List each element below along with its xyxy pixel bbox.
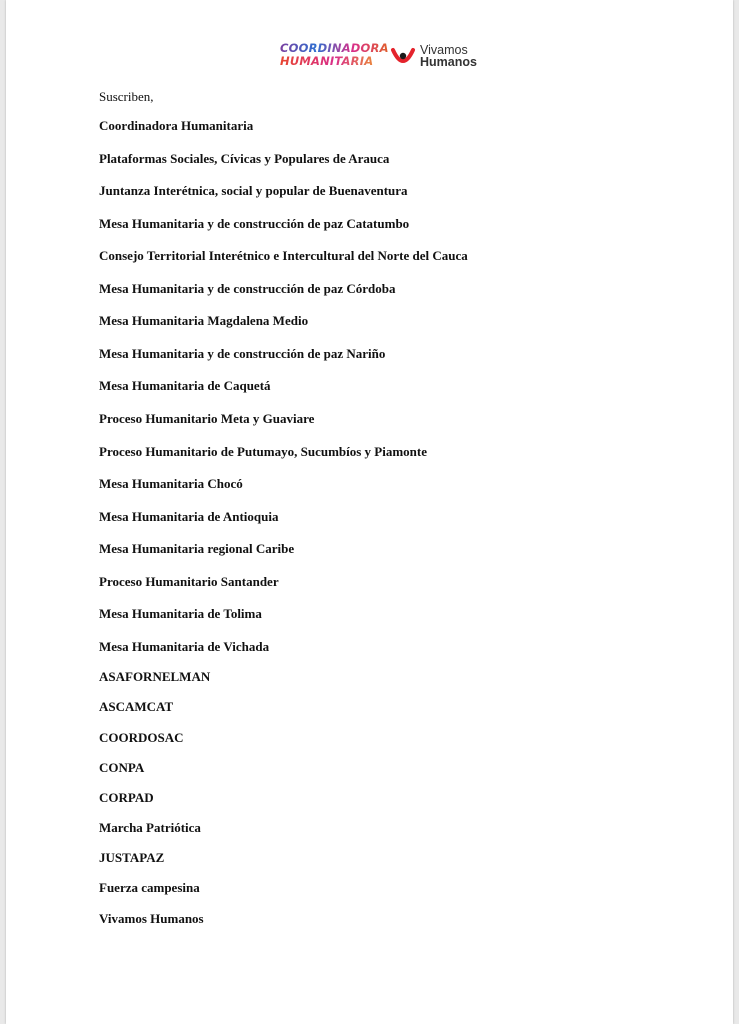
signatory-item: Marcha Patriótica (99, 820, 201, 835)
signatory-item: Vivamos Humanos (99, 911, 204, 926)
signatory-item: ASCAMCAT (99, 699, 174, 714)
signatory-item: Mesa Humanitaria Magdalena Medio (99, 313, 309, 328)
document-page (6, 0, 733, 1024)
header-logos (280, 42, 500, 76)
signatory-item: COORDOSAC (99, 730, 184, 745)
signatory-item: Proceso Humanitario Meta y Guaviare (99, 411, 315, 426)
signatory-item: Coordinadora Humanitaria (99, 118, 254, 133)
signatory-item: CORPAD (99, 790, 154, 805)
logo-vivamos-line2: Humanos (420, 55, 477, 69)
signatory-item: Proceso Humanitario Santander (99, 574, 279, 589)
signatory-item: Mesa Humanitaria Chocó (99, 476, 243, 491)
signatory-item: JUSTAPAZ (99, 850, 165, 865)
signatory-item: Mesa Humanitaria de Tolima (99, 606, 262, 621)
signatory-item: CONPA (99, 760, 145, 775)
signatory-item: Mesa Humanitaria de Caquetá (99, 378, 271, 393)
signatory-item: Proceso Humanitario de Putumayo, Sucumbíos y Piamonte (99, 444, 428, 459)
signatory-item: Mesa Humanitaria de Vichada (99, 639, 270, 654)
signatory-item: Mesa Humanitaria y de construcción de paz Córdoba (99, 281, 396, 296)
logo-vivamos-line1: Vivamos (420, 43, 468, 57)
vivamos-humanos-mark-icon (390, 46, 416, 70)
intro-text: Suscriben, (99, 89, 154, 104)
signatory-item: Mesa Humanitaria regional Caribe (99, 541, 295, 556)
coordinadora-humanitaria-logo (280, 42, 389, 68)
signatory-item: Plataformas Sociales, Cívicas y Populares de Arauca (99, 151, 390, 166)
signatory-item: Mesa Humanitaria de Antioquia (99, 509, 279, 524)
signatory-item: Mesa Humanitaria y de construcción de paz Nariño (99, 346, 386, 361)
logo-coordinadora-line2: HUMANITARIA (280, 55, 389, 68)
signatory-item: Fuerza campesina (99, 880, 200, 895)
signatory-item: Juntanza Interétnica, social y popular de Buenaventura (99, 183, 408, 198)
logo-coordinadora-line1: COORDINADORA (280, 41, 389, 55)
signatory-item: Mesa Humanitaria y de construcción de paz Catatumbo (99, 216, 410, 231)
signatory-item: Consejo Territorial Interétnico e Intercultural del Norte del Cauca (99, 248, 468, 263)
signatory-item: ASAFORNELMAN (99, 669, 211, 684)
